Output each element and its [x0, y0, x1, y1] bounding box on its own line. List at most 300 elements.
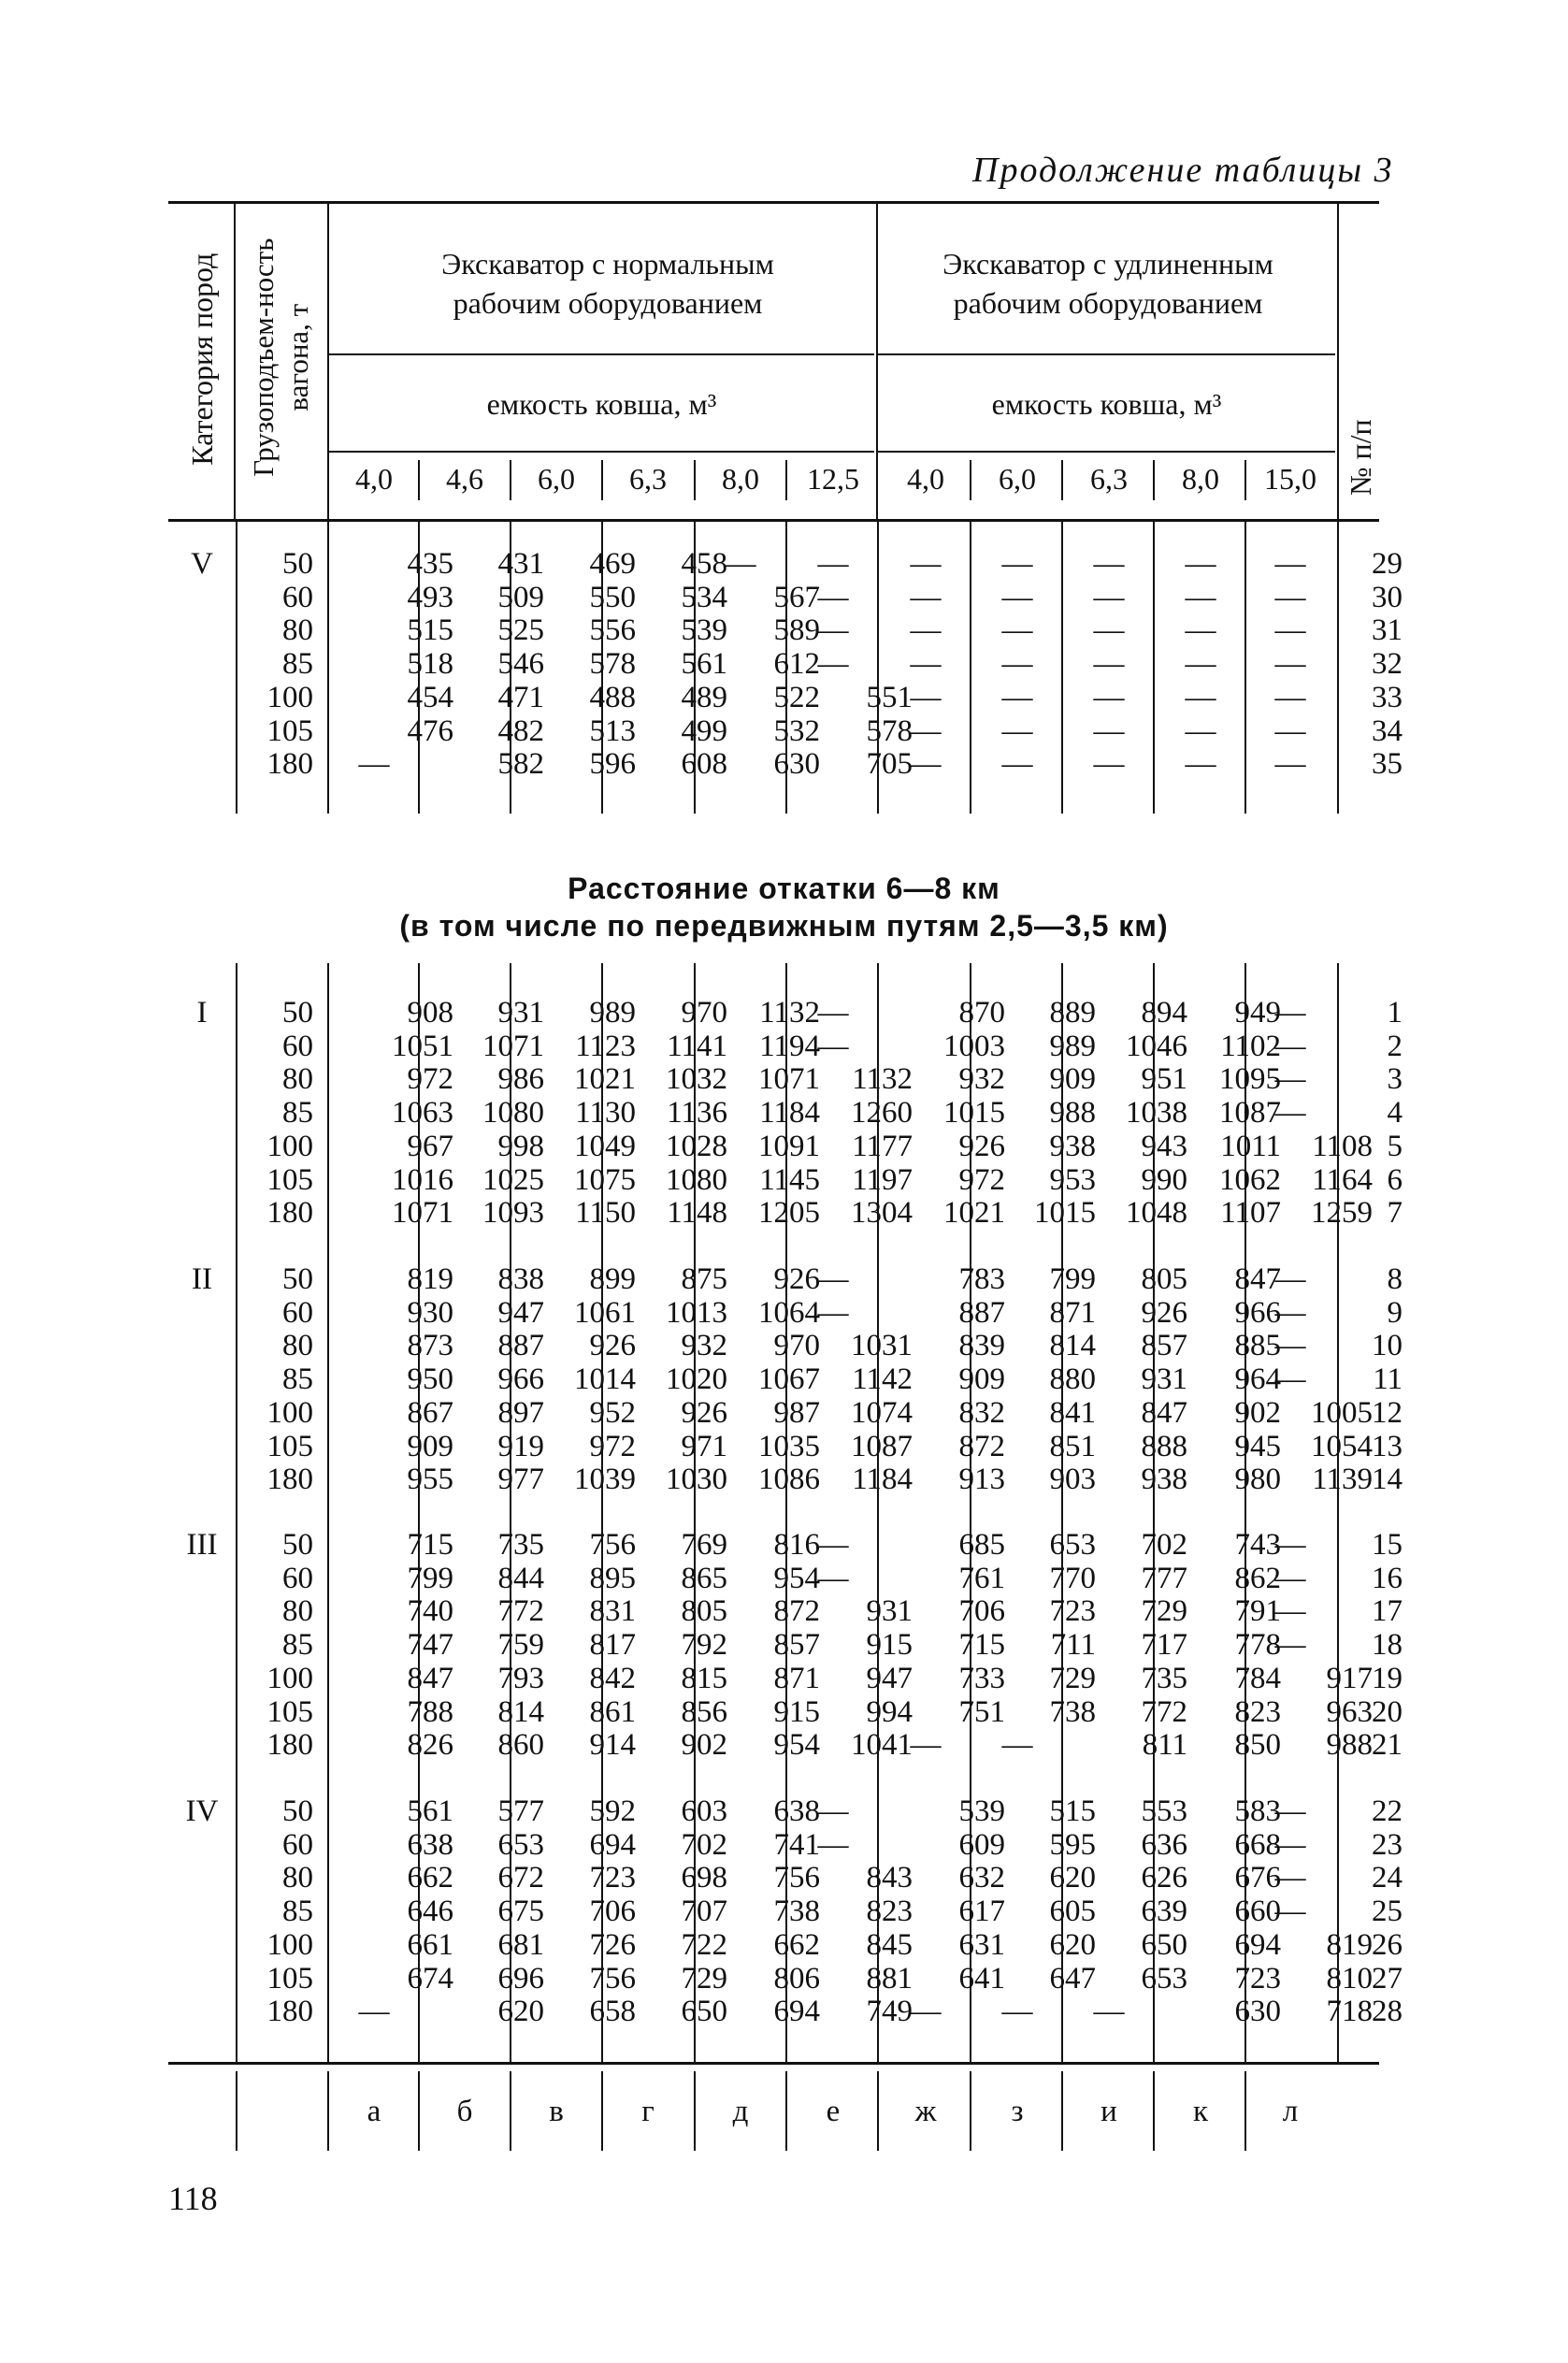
table-value: 1080: [666, 1162, 727, 1197]
table-value: 702: [1141, 1528, 1187, 1562]
table-value: 674: [407, 1961, 453, 1996]
table-value: 482: [497, 713, 544, 748]
capacity-value: 80: [282, 1861, 313, 1895]
table-value: 832: [958, 1395, 1005, 1430]
capacity-value: 180: [266, 1995, 313, 2029]
column-letter: а: [367, 2095, 381, 2128]
row-number: 31: [1372, 613, 1403, 648]
table-value: 988: [1326, 1728, 1373, 1763]
capacity-value: 105: [266, 1961, 313, 1996]
table-value: 726: [589, 1927, 636, 1962]
table-value: 653: [1049, 1528, 1096, 1562]
table-value: 917: [1326, 1661, 1373, 1695]
table-value: 1067: [758, 1362, 820, 1397]
empty-value: —: [1274, 1895, 1306, 1929]
table-value: 756: [589, 1528, 636, 1562]
table-value: 493: [407, 580, 453, 614]
table-value: 532: [773, 713, 820, 748]
table-value: 1015: [1034, 1196, 1096, 1231]
table-value: 870: [958, 996, 1005, 1030]
table-value: 1087: [851, 1429, 913, 1463]
table-value: 1046: [1126, 1029, 1187, 1063]
table-value: 908: [407, 996, 453, 1030]
table-value: 915: [866, 1628, 913, 1663]
table-value: 741: [773, 1827, 820, 1862]
table-value: 1016: [392, 1162, 453, 1197]
table-value: 856: [681, 1694, 727, 1729]
table-value: 707: [681, 1895, 727, 1929]
table-value: 1095: [1219, 1062, 1281, 1097]
empty-value: —: [1274, 1029, 1306, 1063]
table-value: 988: [1049, 1096, 1096, 1131]
empty-value: —: [817, 1528, 849, 1562]
table-value: 926: [589, 1329, 636, 1363]
table-value: 932: [958, 1062, 1005, 1097]
table-value: 887: [958, 1295, 1005, 1330]
table-value: 967: [407, 1129, 453, 1163]
table-value: 1184: [759, 1096, 820, 1131]
empty-value: —: [910, 1995, 942, 2029]
column-divider: [236, 963, 237, 2062]
table-value: 873: [407, 1329, 453, 1363]
capacity-value: 60: [282, 1827, 313, 1862]
table-value: 1032: [666, 1062, 727, 1097]
table-value: 811: [1142, 1728, 1187, 1763]
empty-value: —: [1093, 1995, 1125, 2029]
table-value: 772: [1141, 1694, 1187, 1729]
table-value: 881: [866, 1961, 913, 1996]
row-number: 26: [1372, 1927, 1403, 1962]
table-value: 783: [958, 1262, 1005, 1296]
header-sizes-rule-extended: [878, 451, 1335, 453]
letter-divider: [327, 2071, 329, 2151]
table-value: 953: [1049, 1162, 1096, 1197]
table-value: 578: [866, 713, 913, 748]
table-value: 458: [681, 547, 727, 581]
row-number: 22: [1372, 1794, 1403, 1828]
row-number-header: № п/п: [1343, 419, 1377, 497]
table-value: 845: [866, 1927, 913, 1962]
table-value: 871: [1049, 1295, 1096, 1330]
row-number: 13: [1372, 1429, 1403, 1463]
row-number: 3: [1387, 1062, 1403, 1097]
empty-value: —: [1093, 547, 1125, 581]
table-value: 1123: [575, 1029, 636, 1063]
table-value: 842: [589, 1661, 636, 1695]
row-number: 28: [1372, 1995, 1403, 2029]
table-value: 915: [773, 1694, 820, 1729]
table-value: 747: [407, 1628, 453, 1663]
table-value: 735: [1141, 1661, 1187, 1695]
table-value: 772: [497, 1594, 544, 1629]
table-value: 816: [773, 1528, 820, 1562]
empty-value: —: [910, 713, 942, 748]
row-number: 27: [1372, 1961, 1403, 1996]
table-value: 668: [1234, 1827, 1281, 1862]
capacity-value: 180: [266, 1462, 313, 1497]
column-divider: [1061, 519, 1063, 814]
table-value: 617: [958, 1895, 1005, 1929]
empty-value: —: [817, 1561, 849, 1595]
table-value: 823: [1234, 1694, 1281, 1729]
table-value: 865: [681, 1561, 727, 1595]
bucket-size-label: 6,0: [999, 462, 1036, 496]
table-value: 847: [1141, 1395, 1187, 1430]
table-value: 987: [773, 1395, 820, 1430]
header-divider: [876, 201, 878, 519]
table-value: 539: [958, 1794, 1005, 1828]
table-value: 515: [1049, 1794, 1096, 1828]
bucket-size-divider: [785, 460, 787, 500]
row-number: 10: [1372, 1329, 1403, 1363]
table-value: 950: [407, 1362, 453, 1397]
table-value: 810: [1326, 1961, 1373, 1996]
extended-equipment-header: Экскаватор с удлиненным рабочим оборудованием: [942, 247, 1273, 320]
table-value: 711: [1050, 1628, 1096, 1663]
empty-value: —: [1185, 613, 1216, 648]
table-value: 675: [497, 1895, 544, 1929]
empty-value: —: [1185, 747, 1216, 782]
empty-value: —: [910, 547, 942, 581]
table-value: 831: [589, 1594, 636, 1629]
table-value: 1049: [574, 1129, 636, 1163]
table-value: 986: [497, 1062, 544, 1097]
capacity-value: 105: [266, 713, 313, 748]
row-number: 24: [1372, 1861, 1403, 1895]
row-number: 23: [1372, 1827, 1403, 1862]
table-value: 1071: [482, 1029, 544, 1063]
table-value: 1041: [851, 1728, 913, 1763]
table-value: 696: [497, 1961, 544, 1996]
bucket-capacity-header-normal: емкость ковша, м³: [486, 387, 717, 421]
table-value: 582: [497, 747, 544, 782]
table-value: 947: [866, 1661, 913, 1695]
empty-value: —: [1001, 1728, 1033, 1763]
table-value: 847: [407, 1661, 453, 1695]
table-value: 1075: [574, 1162, 636, 1197]
table-value: 1021: [943, 1196, 1005, 1231]
table-value: 518: [407, 647, 453, 682]
table-value: 857: [1141, 1329, 1187, 1363]
capacity-value: 50: [282, 1262, 313, 1296]
table-value: 788: [407, 1694, 453, 1729]
column-letter: б: [456, 2095, 473, 2128]
category-label: I: [196, 996, 208, 1030]
table-value: 1014: [574, 1362, 636, 1397]
empty-value: —: [1274, 1561, 1306, 1595]
table-value: 620: [1049, 1861, 1096, 1895]
row-number: 30: [1372, 580, 1403, 614]
row-number: 9: [1387, 1295, 1403, 1330]
table-value: 647: [1049, 1961, 1096, 1996]
table-value: 595: [1049, 1827, 1096, 1862]
table-value: 954: [773, 1728, 820, 1763]
table-value: 1080: [482, 1096, 544, 1131]
table-value: 945: [1234, 1429, 1281, 1463]
table-value: 551: [866, 680, 913, 714]
table-value: 1061: [574, 1295, 636, 1330]
table-value: 897: [497, 1395, 544, 1430]
table-value: 860: [497, 1728, 544, 1763]
table-value: 989: [589, 996, 636, 1030]
table-value: 847: [1234, 1262, 1281, 1296]
table-value: 998: [497, 1129, 544, 1163]
table-value: 841: [1049, 1395, 1096, 1430]
table-value: 851: [1049, 1429, 1096, 1463]
capacity-value: 80: [282, 1329, 313, 1363]
table-value: 931: [866, 1594, 913, 1629]
table-value: 1093: [482, 1196, 544, 1231]
empty-value: —: [1274, 1628, 1306, 1663]
table-value: 1304: [851, 1196, 913, 1231]
table-value: 1086: [758, 1462, 820, 1497]
table-value: 638: [407, 1827, 453, 1862]
capacity-value: 105: [266, 1694, 313, 1729]
capacity-value: 105: [266, 1162, 313, 1197]
table-value: 705: [866, 747, 913, 782]
table-value: 844: [497, 1561, 544, 1595]
capacity-value: 85: [282, 1895, 313, 1929]
table-value: 733: [958, 1661, 1005, 1695]
letter-divider: [1061, 2071, 1063, 2151]
column-letter: л: [1282, 2095, 1299, 2128]
row-number: 1: [1387, 996, 1403, 1030]
row-number: 8: [1387, 1262, 1403, 1296]
table-value: 636: [1141, 1827, 1187, 1862]
table-value: 653: [1141, 1961, 1187, 1996]
empty-value: —: [1274, 1528, 1306, 1562]
table-value: 729: [1141, 1594, 1187, 1629]
table-value: 1132: [759, 996, 820, 1030]
category-label: III: [186, 1528, 218, 1562]
empty-value: —: [817, 613, 849, 648]
column-letter: в: [549, 2095, 564, 2128]
table-value: 815: [681, 1661, 727, 1695]
empty-value: —: [817, 1295, 849, 1330]
empty-value: —: [1001, 580, 1033, 614]
table-value: 793: [497, 1661, 544, 1695]
empty-value: —: [817, 547, 849, 581]
table-value: 839: [958, 1329, 1005, 1363]
empty-value: —: [1274, 613, 1306, 648]
table-value: 895: [589, 1561, 636, 1595]
row-number: 19: [1372, 1661, 1403, 1695]
empty-value: —: [1274, 713, 1306, 748]
category-label: II: [192, 1262, 212, 1296]
empty-value: —: [1274, 680, 1306, 714]
footer-rule: [168, 2062, 1379, 2065]
table-value: 1054: [1311, 1429, 1373, 1463]
table-value: 723: [1234, 1961, 1281, 1996]
empty-value: —: [1274, 1861, 1306, 1895]
bucket-size-divider: [601, 460, 603, 500]
table-value: 784: [1234, 1661, 1281, 1695]
table-value: 952: [589, 1395, 636, 1430]
table-value: 990: [1141, 1162, 1187, 1197]
letter-divider: [601, 2071, 603, 2151]
bucket-size-label: 12,5: [807, 462, 859, 496]
letter-divider: [877, 2071, 879, 2151]
table-value: 694: [773, 1995, 820, 2029]
table-value: 583: [1234, 1794, 1281, 1828]
table-value: 819: [1326, 1927, 1373, 1962]
table-value: 1028: [666, 1129, 727, 1163]
continuation-label: Продолжение таблицы 3: [972, 151, 1394, 190]
row-number: 11: [1373, 1362, 1403, 1397]
table-value: 592: [589, 1794, 636, 1828]
table-value: 1035: [758, 1429, 820, 1463]
capacity-value: 50: [282, 1794, 313, 1828]
table-value: 661: [407, 1927, 453, 1962]
table-value: 1071: [392, 1196, 453, 1231]
bucket-size-divider: [694, 460, 696, 500]
table-value: 561: [407, 1794, 453, 1828]
table-value: 759: [497, 1628, 544, 1663]
empty-value: —: [1001, 747, 1033, 782]
table-value: 1148: [667, 1196, 727, 1231]
table-value: 1136: [667, 1096, 727, 1131]
table-value: 888: [1141, 1429, 1187, 1463]
table-value: 857: [773, 1628, 820, 1663]
empty-value: —: [817, 1029, 849, 1063]
table-value: 738: [773, 1895, 820, 1929]
table-value: 926: [958, 1129, 1005, 1163]
table-value: 630: [1234, 1995, 1281, 2029]
column-divider: [1153, 519, 1155, 814]
table-value: 887: [497, 1329, 544, 1363]
table-value: 756: [589, 1961, 636, 1996]
table-value: 603: [681, 1794, 727, 1828]
capacity-value: 80: [282, 613, 313, 648]
table-value: 899: [589, 1262, 636, 1296]
empty-value: —: [1001, 613, 1033, 648]
empty-value: —: [1185, 547, 1216, 581]
table-value: 1184: [852, 1462, 913, 1497]
table-value: 702: [681, 1827, 727, 1862]
table-value: 850: [1234, 1728, 1281, 1763]
table-value: 740: [407, 1594, 453, 1629]
table-value: 1142: [852, 1362, 913, 1397]
table-value: 471: [497, 680, 544, 714]
letter-divider: [785, 2071, 787, 2151]
table-value: 1177: [852, 1129, 913, 1163]
table-value: 525: [497, 613, 544, 648]
table-value: 469: [589, 547, 636, 581]
row-number: 15: [1372, 1528, 1403, 1562]
table-value: 1025: [482, 1162, 544, 1197]
table-value: 1139: [1312, 1462, 1373, 1497]
empty-value: —: [1274, 1096, 1306, 1131]
empty-value: —: [358, 1995, 390, 2029]
table-value: 676: [1234, 1861, 1281, 1895]
table-value: 980: [1234, 1462, 1281, 1497]
empty-value: —: [1274, 547, 1306, 581]
bucket-size-label: 6,3: [1090, 462, 1128, 496]
row-number: 14: [1372, 1462, 1403, 1497]
empty-value: —: [1185, 647, 1216, 682]
capacity-value: 60: [282, 1561, 313, 1595]
header-divider: [327, 201, 329, 519]
empty-value: —: [1274, 1262, 1306, 1296]
table-value: 612: [773, 647, 820, 682]
table-value: 650: [1141, 1927, 1187, 1962]
table-value: 715: [958, 1628, 1005, 1663]
bucket-size-divider: [970, 460, 971, 500]
bucket-size-label: 8,0: [1182, 462, 1219, 496]
bucket-size-label: 15,0: [1264, 462, 1316, 496]
row-number: 32: [1372, 647, 1403, 682]
row-number: 5: [1387, 1129, 1403, 1163]
capacity-value: 85: [282, 1096, 313, 1131]
table-value: 994: [866, 1694, 913, 1729]
empty-value: —: [1185, 680, 1216, 714]
table-value: 1194: [759, 1029, 820, 1063]
bucket-size-divider: [1244, 460, 1246, 500]
table-value: 609: [958, 1827, 1005, 1862]
table-value: 805: [681, 1594, 727, 1629]
bucket-size-divider: [1153, 460, 1155, 500]
table-value: 1205: [758, 1196, 820, 1231]
table-value: 1011: [1220, 1129, 1281, 1163]
empty-value: —: [1001, 713, 1033, 748]
table-value: 938: [1049, 1129, 1096, 1163]
empty-value: —: [817, 647, 849, 682]
bucket-size-divider: [510, 460, 511, 500]
table-value: 1087: [1219, 1096, 1281, 1131]
capacity-value: 105: [266, 1429, 313, 1463]
header-group-rule-normal: [329, 353, 874, 355]
empty-value: —: [1093, 680, 1125, 714]
row-number: 25: [1372, 1895, 1403, 1929]
capacity-value: 80: [282, 1062, 313, 1097]
table-value: 872: [958, 1429, 1005, 1463]
table-value: 1164: [1312, 1162, 1373, 1197]
table-value: 685: [958, 1528, 1005, 1562]
table-value: 938: [1141, 1462, 1187, 1497]
row-number: 4: [1387, 1096, 1403, 1131]
table-value: 913: [958, 1462, 1005, 1497]
table-value: 1003: [943, 1029, 1005, 1063]
table-value: 1062: [1219, 1162, 1281, 1197]
capacity-value: 60: [282, 1029, 313, 1063]
row-number: 2: [1387, 1029, 1403, 1063]
table-value: 694: [1234, 1927, 1281, 1962]
row-number: 6: [1387, 1162, 1403, 1197]
letter-divider: [970, 2071, 971, 2151]
capacity-value: 100: [266, 1927, 313, 1962]
letter-divider: [418, 2071, 420, 2151]
empty-value: —: [817, 1794, 849, 1828]
table-value: 963: [1326, 1694, 1373, 1729]
table-value: 499: [681, 713, 727, 748]
table-value: 1197: [852, 1162, 913, 1197]
table-value: 1091: [758, 1129, 820, 1163]
table-value: 578: [589, 647, 636, 682]
table-value: 914: [589, 1728, 636, 1763]
table-value: 1048: [1126, 1196, 1187, 1231]
column-divider: [327, 519, 329, 814]
table-value: 722: [681, 1927, 727, 1962]
empty-value: —: [1001, 647, 1033, 682]
table-value: 770: [1049, 1561, 1096, 1595]
table-value: 735: [497, 1528, 544, 1562]
capacity-value: 85: [282, 647, 313, 682]
empty-value: —: [1001, 680, 1033, 714]
capacity-value: 85: [282, 1362, 313, 1397]
table-value: 743: [1234, 1528, 1281, 1562]
empty-value: —: [1093, 747, 1125, 782]
table-value: 1071: [758, 1062, 820, 1097]
